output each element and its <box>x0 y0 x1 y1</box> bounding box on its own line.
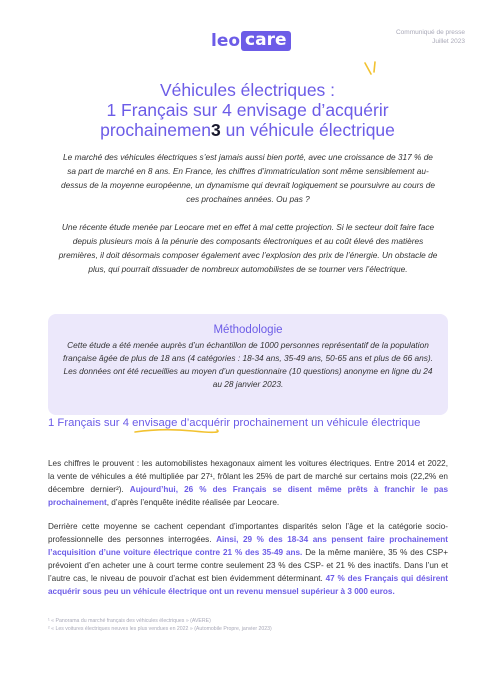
intro-paragraph-1: Le marché des véhicules électriques s’est jamais aussi bien porté, avec une croissance de 317 % de sa part de marché en 8 ans. En France, les chiffres d’immatriculation sont même sensiblement au-dessus de la moyenne européenne, un dynamisme qui devrait logiquement se poursuivre au cours de ces prochaines années. Ou pas ? <box>60 152 436 204</box>
body-paragraph-2 <box>48 520 448 598</box>
highlight-underline-icon <box>133 427 219 435</box>
body-p2-emphasis-2: 47 % des Français qui désirent acquérir sous peu un véhicule électrique ont un revenu mensuel supérieur à 3 000 euros. <box>48 574 448 596</box>
methodology-title: Méthodologie <box>213 324 283 336</box>
title-line-2: 1 Français sur 4 envisage d’acquérir <box>106 100 389 120</box>
footnotes <box>48 617 448 633</box>
body-p1-text-end: , d’après l’enquête inédite réalisée par Leocare. <box>106 498 280 507</box>
leocare-logo <box>211 31 291 51</box>
footnote-1: ¹ « Panorama du marché français des véhicules électriques » (AVERE) <box>48 618 211 624</box>
methodology-box <box>48 314 448 415</box>
intro-paragraph-2: Une récente étude menée par Leocare met en effet à mal cette projection. Si le secteur doit faire face depuis plusieurs mois à la pénurie des composants électroniques et au coût élevé des matières premières, il doit désormais composer également avec l’explosion des prix de l’énergie. Un obstacle de plus, qui pourrait dissuader de nombreux automobilistes de se tourner vers l’électrique. <box>58 222 438 274</box>
sparkle-decoration-icon <box>362 60 382 78</box>
footnote-2: ² « Les voitures électriques neuves les plus vendues en 2022 » (Automobile Propre, janvier 2023) <box>48 626 272 632</box>
section-heading: 1 Français sur 4 envisage d’acquérir prochainement un véhicule électrique <box>48 417 421 429</box>
body-section <box>48 457 448 609</box>
body-p2-emphasis: Ainsi, 29 % des 18-34 ans pensent faire prochainement l’acquisition d’une voiture électrique contre 21 % des 35-49 ans. <box>48 535 448 557</box>
title-line-3-start: prochainemen <box>100 120 212 140</box>
logo-leo-text: leo <box>211 31 241 51</box>
logo-care-badge: care <box>241 31 290 51</box>
title-number-3: 3 <box>211 120 221 140</box>
body-p1-emphasis: Aujourd’hui, 26 % des Français se disent même prêts à franchir le pas prochainement <box>48 485 448 507</box>
press-header <box>396 28 465 46</box>
body-paragraph-1 <box>48 457 448 509</box>
body-p2-text-mid: De la même manière, 35 % des CSP+ prévoient d’en acheter une à court terme contre seulement 23 % des CSP- et 21 % des inactifs. Dans l’un et l’autre cas, le niveau de pouvoir d’achat est bien évidemment déterminant. <box>48 548 449 583</box>
title-line-1: Véhicules électriques : <box>159 80 336 100</box>
methodology-text: Cette étude a été menée auprès d’un échantillon de 1000 personnes représentatif de la population française âgée de plus de 18 ans (4 catégories : 18-34 ans, 35-49 ans, 50-65 ans et plus de 66 ans). Les données ont été recueillies au moyen d’un questionnaire (10 questions) anonyme en ligne du 24 au 28 janvier 2023. <box>63 340 433 389</box>
press-date: Juillet 2023 <box>432 38 465 45</box>
press-label: Communiqué de presse <box>395 29 465 36</box>
page-title <box>0 80 495 140</box>
intro-section <box>58 150 438 290</box>
body-p2-text: Derrière cette moyenne se cachent cependant d’importantes disparités selon l’âge et la catégorie socio-professionnelle des personnes interrogées. <box>48 522 448 544</box>
title-line-3-end: un véhicule électrique <box>220 120 395 140</box>
body-p1-text: Les chiffres le prouvent : les automobilistes hexagonaux aiment les voitures électriques. Entre 2014 et 2022, la vente de véhicules a été multipliée par 27¹, frôlant les 25% de part de marché sur certains mois (22,2% en décembre dernier²). <box>48 459 448 494</box>
title-line-3 <box>0 120 495 140</box>
